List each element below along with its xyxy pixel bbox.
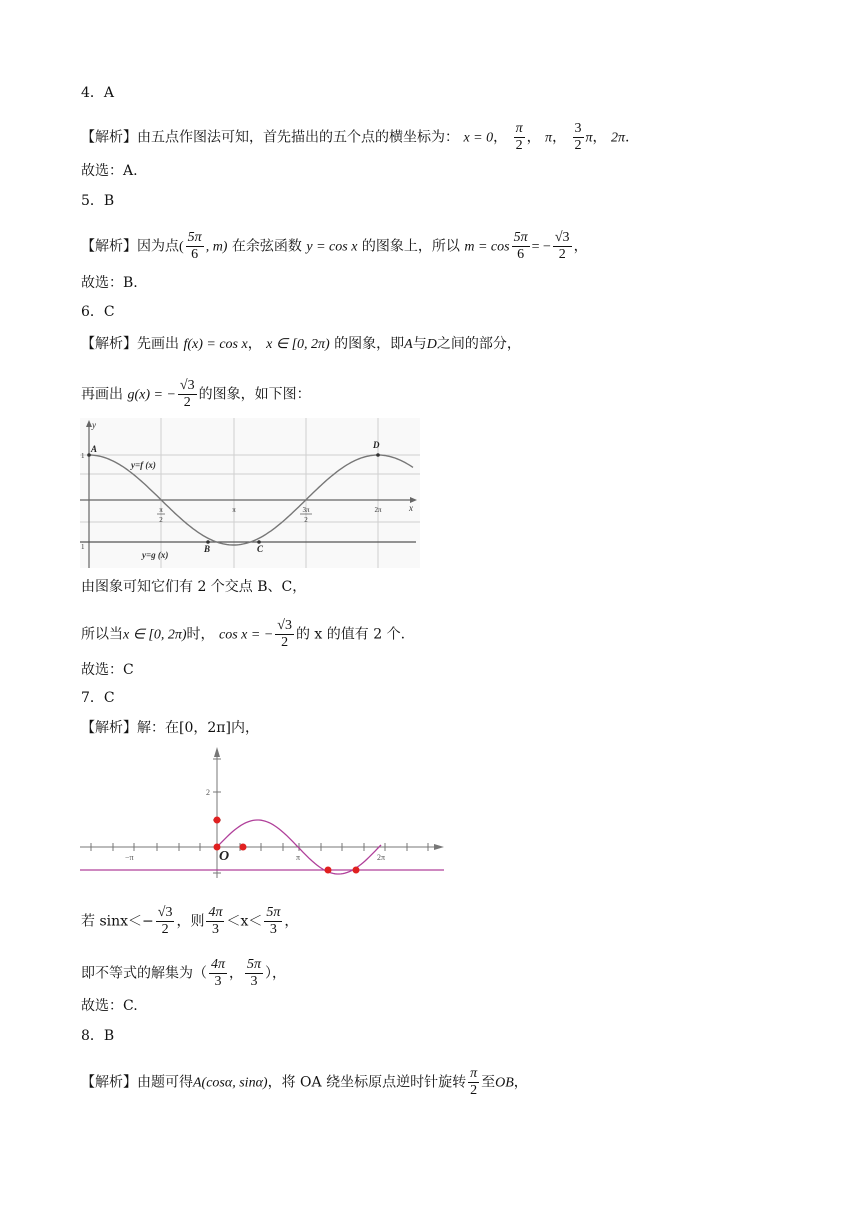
point [214,844,221,851]
point [240,844,247,851]
q4-conclusion: 故选：A. [81,163,138,179]
fraction: $\frac{√3}{2}$ [157,905,173,937]
analysis-tag: 【解析】 [81,238,137,255]
q7-analysis: 【解析】解：在[0，2π]内， [81,720,259,736]
fraction: $\frac{4\pi}{3}$ [208,905,223,937]
q6-conclusion: 故选：C [81,662,134,678]
q7-line3: 即不等式的解集为（ $\frac{4\pi}{3}$ ， $\frac{5\pi}{3}$ ）， [81,957,287,989]
q8-analysis: 【解析】由题可得A(cosα, sinα)，将 OA 绕坐标原点逆时针旋转 $\frac{\pi}{2}$ 至OB， [81,1066,528,1098]
fraction: $\frac{\pi}{2}$ [515,121,523,153]
fraction: $\frac{5\pi}{6}$ [187,230,202,262]
analysis-tag: 【解析】 [81,1074,137,1091]
q4-heading: 4．A [81,85,115,101]
point [214,817,221,824]
f-label: y=f (x) [131,460,156,470]
svg-text:π: π [296,853,301,862]
svg-text:2: 2 [206,788,210,797]
svg-text:2π: 2π [377,853,386,862]
svg-text:2: 2 [159,516,163,524]
q7-conclusion: 故选：C. [81,998,138,1014]
fraction: $\frac{3}{2}$ [574,121,582,153]
analysis-tag: 【解析】 [81,720,137,736]
fraction: $\frac{5\pi}{6}$ [513,230,528,262]
svg-text:1: 1 [81,452,85,460]
fraction: $\frac{\pi}{2}$ [470,1066,478,1098]
q5-heading: 5．B [81,193,115,209]
q4-analysis: 【解析】由五点作图法可知，首先描出的五个点的横坐标为： x = 0， $\frac{\pi}{2}$ ， π， $\frac{3}{2}$ π， 2π. [81,121,630,153]
g-label: y=g (x) [142,550,169,560]
point [325,867,332,874]
q8-heading: 8．B [81,1028,115,1044]
svg-text:π: π [232,506,236,514]
fraction: $\frac{5\pi}{3}$ [247,957,262,989]
fraction: $\frac{5\pi}{3}$ [266,905,281,937]
svg-text:−π: −π [125,853,134,862]
svg-text:π: π [159,506,163,514]
cosine-graph [80,418,420,568]
q5-analysis: 【解析】因为点( $\frac{5\pi}{6}$ , m) 在余弦函数 y = cos x 的图象上，所以 m = cos $\frac{5\pi}{6}$ = − $\frac{√3}{2}$ ， [81,230,588,262]
q7-heading: 7．C [81,690,115,706]
analysis-tag: 【解析】 [81,336,137,352]
q6-line4: 所以当x ∈ [0, 2π)时， cos x = − $\frac{√3}{2}$ 的 x 的值有 2 个. [81,618,406,650]
sine-graph [80,744,446,880]
svg-text:1: 1 [81,543,85,551]
q6-analysis: 【解析】先画出 f(x) = cos x， x ∈ [0, 2π) 的图象，即A与D之间的部分， [81,336,521,352]
y-label: y [92,420,96,430]
svg-text:2π: 2π [374,506,382,514]
fraction: $\frac{√3}{2}$ [554,230,570,262]
svg-text:3π: 3π [302,506,310,514]
svg-text:B: B [204,544,211,554]
fraction: $\frac{√3}{2}$ [179,378,195,410]
origin-label: O [219,849,230,864]
q5-conclusion: 故选：B. [81,275,138,291]
analysis-tag: 【解析】 [81,129,137,146]
q7-line2: 若 sinx＜− $\frac{√3}{2}$ ，则 $\frac{4\pi}{3}$ ＜x＜ $\frac{5\pi}{3}$ ， [81,905,299,937]
svg-text:A: A [91,444,98,454]
point [353,867,360,874]
q6-heading: 6．C [81,304,115,320]
point-d [376,453,380,457]
svg-text:2: 2 [304,516,308,524]
x-label: x [409,503,413,513]
fraction: $\frac{√3}{2}$ [277,618,292,650]
q6-line3: 由图象可知它们有 2 个交点 B、C， [81,579,307,595]
svg-text:C: C [257,544,264,554]
fraction: $\frac{4\pi}{3}$ [211,957,226,989]
svg-text:D: D [373,440,380,450]
q6-line2: 再画出 g(x) = − $\frac{√3}{2}$ 的图象，如下图： [81,378,311,410]
